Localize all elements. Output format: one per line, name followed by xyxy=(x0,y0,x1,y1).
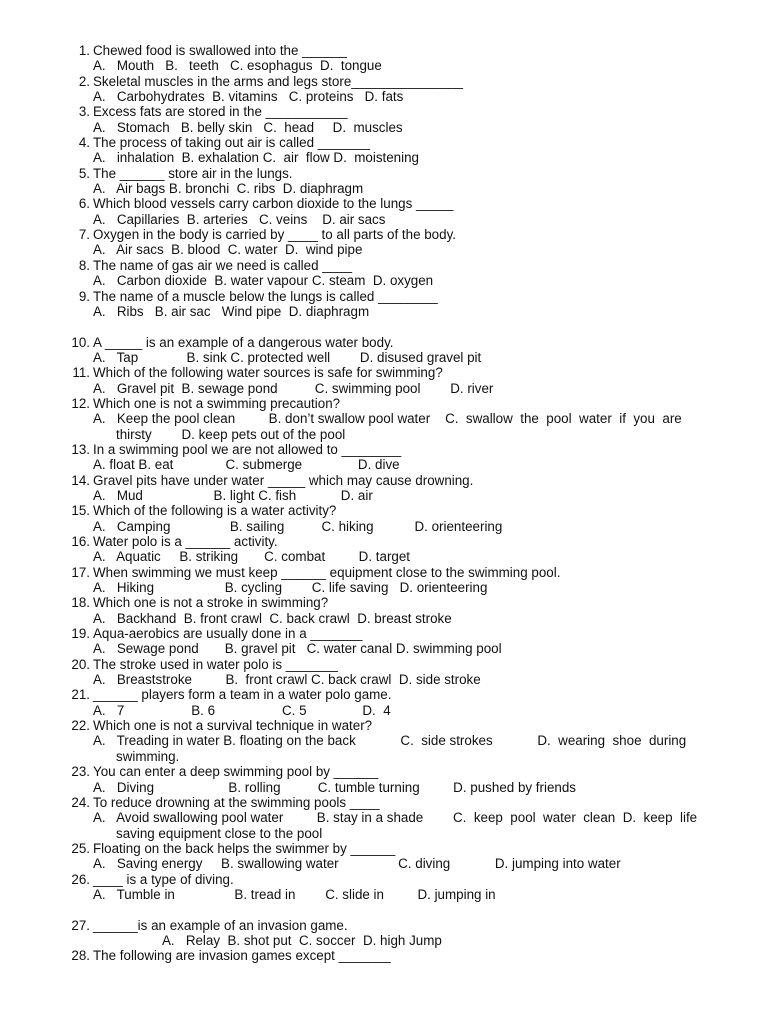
question-number: 7. xyxy=(78,227,90,243)
question-text: Which one is not a swimming precaution? xyxy=(93,395,341,411)
answer-options: A. Mouth B. teeth C. esophagus D. tongue xyxy=(93,58,382,74)
answer-options: A. Aquatic B. striking C. combat D. target xyxy=(93,549,411,565)
answer-options: A. 7 B. 6 C. 5 D. 4 xyxy=(93,702,391,718)
answer-options-continued: saving equipment close to the pool xyxy=(116,825,323,841)
question-26 xyxy=(0,872,768,903)
question-number: 21. xyxy=(71,687,90,703)
answer-options: A. Tumble in B. tread in C. slide in D. jumping in xyxy=(93,886,496,902)
question-number: 22. xyxy=(71,718,90,734)
question-4 xyxy=(0,135,768,166)
answer-options: A. Hiking B. cycling C. life saving D. orienteering xyxy=(93,580,488,596)
question-text: The name of gas air we need is called ____ xyxy=(93,257,353,273)
question-text: Water polo is a ______ activity. xyxy=(93,534,278,549)
question-text: Skeletal muscles in the arms and legs store_______________ xyxy=(93,73,463,89)
question-text: In a swimming pool we are not allowed to ________ xyxy=(93,441,402,457)
question-number: 10. xyxy=(71,334,90,350)
answer-options: A. Avoid swallowing pool water B. stay in a shade C. keep pool water clean D. keep life xyxy=(93,810,698,826)
question-number: 3. xyxy=(78,104,90,120)
question-number: 13. xyxy=(71,441,90,457)
question-25 xyxy=(0,841,768,872)
question-text: Chewed food is swallowed into the ______ xyxy=(93,43,347,58)
answer-options: A. Ribs B. air sac Wind pipe D. diaphragm xyxy=(93,303,370,319)
question-19 xyxy=(0,626,768,657)
question-number: 25. xyxy=(71,840,90,856)
answer-options: A. Capillaries B. arteries C. veins D. air sacs xyxy=(93,211,386,227)
question-text: The following are invasion games except _______ xyxy=(93,948,391,964)
answer-options-continued: swimming. xyxy=(116,748,180,764)
question-number: 20. xyxy=(71,656,90,672)
answer-options: A. Air bags B. bronchi C. ribs D. diaphragm xyxy=(93,181,364,197)
question-number: 24. xyxy=(71,794,90,810)
question-number: 18. xyxy=(71,595,90,611)
question-text: The stroke used in water polo is _______ xyxy=(93,656,338,672)
question-5 xyxy=(0,166,768,197)
question-text: Floating on the back helps the swimmer by ______ xyxy=(93,840,396,856)
answer-options: A. Treading in water B. floating on the back C. side strokes D. wearing shoe during xyxy=(93,733,687,749)
question-text: A _____ is an example of a dangerous water body. xyxy=(93,334,394,350)
question-1 xyxy=(0,43,768,74)
question-text: ______ players form a team in a water polo game. xyxy=(93,687,392,703)
question-text: ____ is a type of diving. xyxy=(93,871,234,887)
question-24 xyxy=(0,795,768,841)
question-number: 5. xyxy=(78,165,90,181)
question-text: Which blood vessels carry carbon dioxide to the lungs _____ xyxy=(93,196,454,212)
question-text: The ______ store air in the lungs. xyxy=(93,165,293,181)
answer-options: A. Relay B. shot put C. soccer D. high Jump xyxy=(162,932,442,948)
question-number: 2. xyxy=(78,73,90,89)
question-8 xyxy=(0,258,768,289)
question-17 xyxy=(0,565,768,596)
question-14 xyxy=(0,473,768,504)
question-6 xyxy=(0,196,768,227)
question-number: 15. xyxy=(71,503,90,519)
answer-options: A. Air sacs B. blood C. water D. wind pipe xyxy=(93,242,363,258)
question-23 xyxy=(0,764,768,795)
question-number: 14. xyxy=(71,472,90,488)
answer-options: A. Carbohydrates B. vitamins C. proteins D. fats xyxy=(93,89,404,105)
question-16 xyxy=(0,534,768,565)
question-number: 28. xyxy=(71,948,90,964)
question-number: 19. xyxy=(71,626,90,642)
answer-options: A. Tap B. sink C. protected well D. disused gravel pit xyxy=(93,349,482,365)
question-text: ______is an example of an invasion game. xyxy=(93,917,348,933)
question-21 xyxy=(0,687,768,718)
question-number: 4. xyxy=(78,135,90,151)
answer-options: A. Stomach B. belly skin C. head D. muscles xyxy=(93,119,403,135)
question-text: Which one is not a stroke in swimming? xyxy=(93,595,329,611)
answer-options: A. float B. eat C. submerge D. dive xyxy=(93,457,400,473)
question-text: Aqua-aerobics are usually done in a _______ xyxy=(93,626,363,642)
question-7 xyxy=(0,227,768,258)
question-18 xyxy=(0,595,768,626)
question-number: 16. xyxy=(71,534,90,549)
answer-options: A. Sewage pond B. gravel pit C. water canal D. swimming pool xyxy=(93,641,502,657)
question-number: 6. xyxy=(78,196,90,212)
question-28 xyxy=(0,948,768,963)
question-27 xyxy=(0,918,768,949)
answer-options: A. Diving B. rolling C. tumble turning D. pushed by friends xyxy=(93,779,576,795)
question-9 xyxy=(0,289,768,320)
question-15 xyxy=(0,503,768,534)
question-number: 23. xyxy=(71,764,90,780)
question-text: When swimming we must keep ______ equipment close to the swimming pool. xyxy=(93,564,561,580)
question-text: Which of the following is a water activity? xyxy=(93,503,337,519)
question-text: Oxygen in the body is carried by ____ to all parts of the body. xyxy=(93,227,456,243)
answer-options: A. Backhand B. front crawl C. back crawl D. breast stroke xyxy=(93,610,452,626)
question-number: 17. xyxy=(71,564,90,580)
question-10 xyxy=(0,335,768,366)
question-3 xyxy=(0,104,768,135)
question-number: 27. xyxy=(71,917,90,933)
question-text: Excess fats are stored in the ___________ xyxy=(93,104,348,120)
answer-options: A. Mud B. light C. fish D. air xyxy=(93,487,373,503)
question-2 xyxy=(0,74,768,105)
question-12 xyxy=(0,396,768,442)
question-text: Which of the following water sources is safe for swimming? xyxy=(93,365,443,381)
answer-options-continued: thirsty D. keep pets out of the pool xyxy=(116,426,346,442)
answer-options: A. Carbon dioxide B. water vapour C. steam D. oxygen xyxy=(93,273,434,289)
answer-options: A. Camping B. sailing C. hiking D. orienteering xyxy=(93,518,503,534)
answer-options: A. Breaststroke B. front crawl C. back crawl D. side stroke xyxy=(93,672,481,688)
question-number: 9. xyxy=(78,288,90,304)
question-22 xyxy=(0,718,768,764)
question-number: 11. xyxy=(72,365,90,381)
question-text: The process of taking out air is called _______ xyxy=(93,135,370,151)
question-11 xyxy=(0,365,768,396)
question-text: Gravel pits have under water _____ which may cause drowning. xyxy=(93,472,474,488)
question-text: To reduce drowning at the swimming pools ____ xyxy=(93,794,380,810)
answer-options: A. Gravel pit B. sewage pond C. swimming pool D. river xyxy=(93,380,494,396)
question-13 xyxy=(0,442,768,473)
answer-options: A. inhalation B. exhalation C. air flow D. moistening xyxy=(93,150,419,166)
question-text: Which one is not a survival technique in water? xyxy=(93,718,373,734)
question-text: You can enter a deep swimming pool by ______ xyxy=(93,764,379,780)
question-number: 1. xyxy=(78,43,90,58)
question-number: 26. xyxy=(71,871,90,887)
answer-options: A. Keep the pool clean B. don’t swallow pool water C. swallow the pool water if you are xyxy=(93,411,682,427)
question-20 xyxy=(0,657,768,688)
question-number: 8. xyxy=(78,257,90,273)
question-text: The name of a muscle below the lungs is called ________ xyxy=(93,288,438,304)
answer-options: A. Saving energy B. swallowing water C. diving D. jumping into water xyxy=(93,856,621,872)
question-number: 12. xyxy=(71,395,90,411)
